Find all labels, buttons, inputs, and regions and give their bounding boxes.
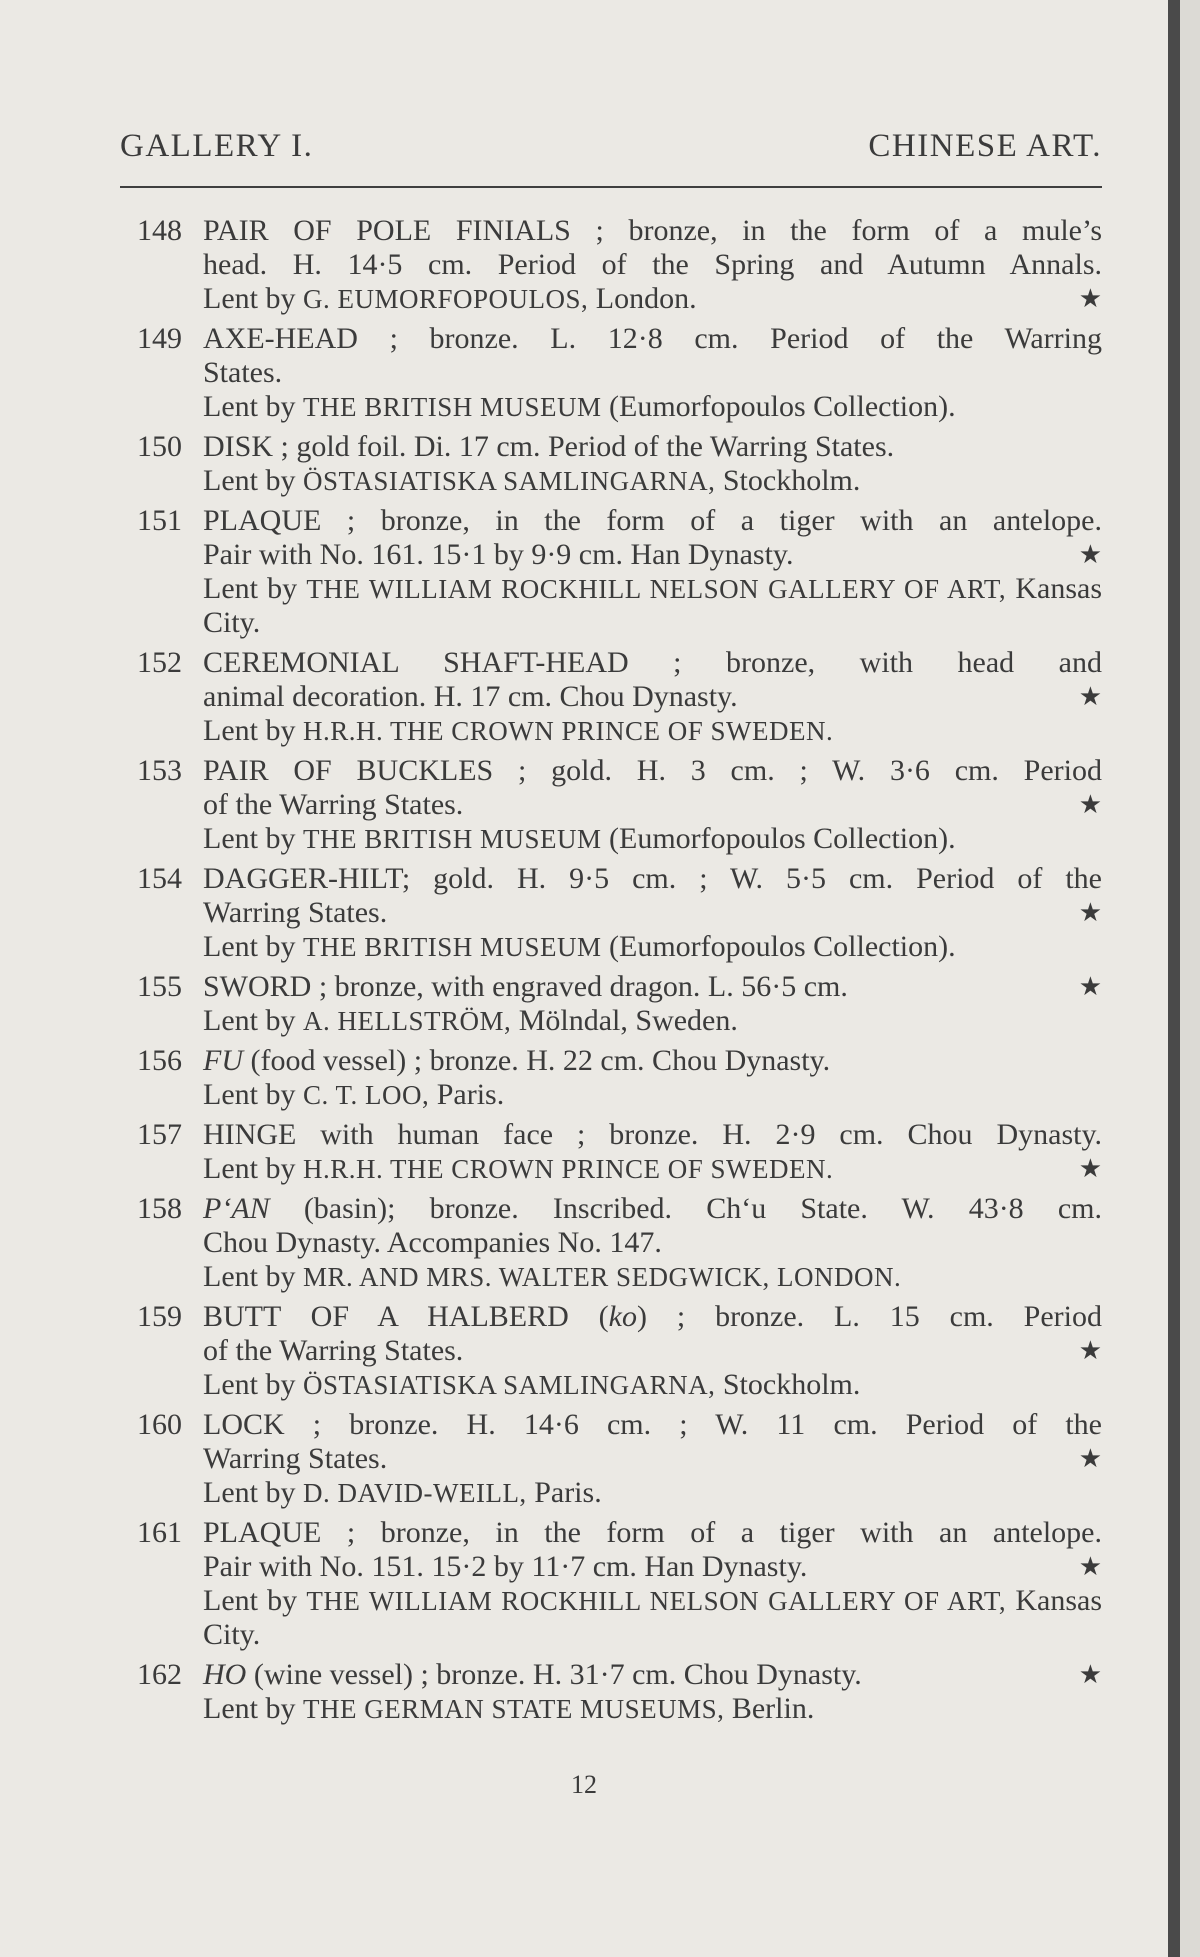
- lender-location: Paris.: [534, 1476, 602, 1509]
- lent-by-prefix: Lent by: [203, 390, 296, 423]
- lender-name: C. T. LOO,: [302, 1080, 430, 1110]
- entry-148: [137, 214, 1102, 316]
- entry-text-line: [203, 1044, 1102, 1078]
- entry-text: of the Warring States.: [203, 788, 464, 821]
- lent-by-prefix: Lent by: [203, 572, 298, 605]
- entry-text-line: AXE-HEAD ; bronze. L. 12·8 cm. Period of the Warring: [203, 322, 1102, 355]
- star-icon: ★: [1078, 1444, 1102, 1474]
- lender-location: Stockholm.: [722, 1368, 861, 1401]
- entry-text-line: PAIR OF BUCKLES ; gold. H. 3 cm. ; W. 3·6 cm. Period: [203, 754, 1102, 787]
- lent-by-line: [203, 464, 1102, 498]
- lent-by-prefix: Lent by: [203, 282, 296, 315]
- entry-list: [137, 214, 1102, 1732]
- lent-by-prefix: Lent by: [203, 1476, 296, 1509]
- lender-name: MR. AND MRS. WALTER SEDGWICK, LONDON.: [302, 1262, 902, 1292]
- lent-by-line: [203, 714, 1102, 748]
- entry-text-line: DAGGER-HILT; gold. H. 9·5 cm. ; W. 5·5 cm. Period of the: [203, 862, 1102, 895]
- entry-152: [137, 646, 1102, 748]
- entry-number: 161: [137, 1516, 182, 1549]
- entry-151: [137, 504, 1102, 640]
- entry-text-line: [203, 538, 1102, 572]
- lender-name: H.R.H. THE CROWN PRINCE OF SWEDEN.: [302, 1154, 834, 1184]
- entry-text-line: CEREMONIAL SHAFT-HEAD ; bronze, with head and: [203, 646, 1102, 679]
- lent-by-line: [203, 1584, 1102, 1618]
- entry-text: animal decoration. H. 17 cm. Chou Dynasty.: [203, 680, 738, 713]
- entry-text: SWORD ; bronze, with engraved dragon. L. 56·5 cm.: [203, 970, 848, 1003]
- lent-by-line: [203, 1078, 1102, 1112]
- entry-154: [137, 862, 1102, 964]
- book-page-edge: [1180, 0, 1200, 1957]
- header-section: CHINESE ART.: [868, 128, 1102, 164]
- entry-text: (basin); bronze. Inscribed. Ch‘u State. W. 43·8 cm.: [269, 1192, 1102, 1225]
- lent-by-prefix: Lent by: [203, 1078, 296, 1111]
- entry-text-line: head. H. 14·5 cm. Period of the Spring and Autumn Annals.: [203, 248, 1102, 281]
- entry-156: [137, 1044, 1102, 1112]
- lent-by-prefix: Lent by: [203, 1368, 296, 1401]
- lent-by-prefix: Lent by: [203, 1152, 296, 1185]
- lent-by-prefix: Lent by: [203, 822, 296, 855]
- entry-text: Warring States.: [203, 896, 388, 929]
- entry-text-line: [203, 1192, 1102, 1226]
- entry-number: 148: [137, 214, 182, 247]
- entry-text-line: HINGE with human face ; bronze. H. 2·9 cm. Chou Dynasty.: [203, 1118, 1102, 1151]
- entry-149: [137, 322, 1102, 424]
- entry-number: 153: [137, 754, 182, 787]
- entry-text-line: [203, 788, 1102, 822]
- lent-by-line: [203, 282, 1102, 316]
- entry-text-line: [203, 970, 1102, 1004]
- entry-157: [137, 1118, 1102, 1186]
- lent-by-prefix: Lent by: [203, 1692, 296, 1725]
- lender-location: (Eumorfopoulos Collection).: [609, 390, 956, 423]
- entry-text: (food vessel) ; bronze. H. 22 cm. Chou Dynasty.: [243, 1044, 831, 1077]
- lender-name: ÖSTASIATISKA SAMLINGARNA,: [302, 466, 716, 496]
- entry-text: ) ; bronze. L. 15 cm. Period: [636, 1300, 1102, 1333]
- lent-by-line: [203, 822, 1102, 856]
- entry-number: 162: [137, 1658, 182, 1691]
- entry-number: 150: [137, 430, 182, 463]
- entry-153: [137, 754, 1102, 856]
- entry-number: 159: [137, 1300, 182, 1333]
- lender-name: THE GERMAN STATE MUSEUMS,: [302, 1694, 725, 1724]
- entry-155: [137, 970, 1102, 1038]
- lent-by-continuation: City.: [203, 606, 261, 639]
- lender-location: Paris.: [436, 1078, 505, 1111]
- entry-text-line: [203, 896, 1102, 930]
- lender-name: THE WILLIAM ROCKHILL NELSON GALLERY OF ART,: [306, 574, 1007, 604]
- entry-number: 158: [137, 1192, 182, 1225]
- entry-text: BUTT OF A HALBERD (: [203, 1300, 609, 1333]
- lent-by-prefix: Lent by: [203, 714, 296, 747]
- entry-number: 157: [137, 1118, 182, 1151]
- entry-161: [137, 1516, 1102, 1652]
- lent-by-line: [203, 1152, 1102, 1186]
- entry-158: [137, 1192, 1102, 1294]
- entry-150: [137, 430, 1102, 498]
- lender-name: D. DAVID-WEILL,: [302, 1478, 527, 1508]
- entry-text-line: States.: [203, 356, 283, 389]
- lender-location: (Eumorfopoulos Collection).: [609, 822, 956, 855]
- lender-name: THE BRITISH MUSEUM: [302, 824, 602, 854]
- entry-160: [137, 1408, 1102, 1510]
- star-icon: ★: [1078, 790, 1102, 820]
- entry-text-line: LOCK ; bronze. H. 14·6 cm. ; W. 11 cm. Period of the: [203, 1408, 1102, 1441]
- lent-by-line: [203, 390, 1102, 424]
- star-icon: ★: [1078, 540, 1102, 570]
- lender-location: (Eumorfopoulos Collection).: [609, 930, 956, 963]
- entry-text-line: [203, 1334, 1102, 1368]
- lender-location: Kansas: [1015, 572, 1102, 605]
- star-icon: ★: [1078, 1552, 1102, 1582]
- entry-text-line: [203, 680, 1102, 714]
- entry-text-line: Chou Dynasty. Accompanies No. 147.: [203, 1226, 662, 1259]
- lender-name: A. HELLSTRÖM,: [302, 1006, 512, 1036]
- star-icon: ★: [1078, 1660, 1102, 1690]
- entry-number: 149: [137, 322, 182, 355]
- lent-by-line: [203, 572, 1102, 606]
- running-head: [120, 128, 1102, 172]
- star-icon: ★: [1078, 972, 1102, 1002]
- entry-159: [137, 1300, 1102, 1402]
- entry-number: 156: [137, 1044, 182, 1077]
- page-number: 12: [571, 1770, 597, 1799]
- star-icon: ★: [1078, 1336, 1102, 1366]
- entry-number: 160: [137, 1408, 182, 1441]
- entry-number: 151: [137, 504, 182, 537]
- entry-162: [137, 1658, 1102, 1726]
- entry-text: (wine vessel) ; bronze. H. 31·7 cm. Chou Dynasty.: [246, 1658, 862, 1691]
- lent-by-prefix: Lent by: [203, 1260, 296, 1293]
- lender-name: THE WILLIAM ROCKHILL NELSON GALLERY OF ART,: [306, 1586, 1007, 1616]
- lender-name: G. EUMORFOPOULOS,: [302, 284, 589, 314]
- lent-by-continuation: City.: [203, 1618, 261, 1651]
- entry-text-line: [203, 1658, 1102, 1692]
- lent-by-line: [203, 1368, 1102, 1402]
- object-term: P‘AN: [203, 1192, 270, 1225]
- entry-text-line: DISK ; gold foil. Di. 17 cm. Period of the Warring States.: [203, 430, 895, 463]
- lender-name: ÖSTASIATISKA SAMLINGARNA,: [302, 1370, 716, 1400]
- lender-name: THE BRITISH MUSEUM: [302, 932, 602, 962]
- lent-by-prefix: Lent by: [203, 1584, 298, 1617]
- lent-by-prefix: Lent by: [203, 930, 296, 963]
- lender-location: Berlin.: [731, 1692, 815, 1725]
- lent-by-line: [203, 1476, 1102, 1510]
- star-icon: ★: [1078, 898, 1102, 928]
- entry-text-line: PLAQUE ; bronze, in the form of a tiger with an antelope.: [203, 504, 1102, 537]
- entry-number: 154: [137, 862, 182, 895]
- lent-by-line: [203, 1004, 1102, 1038]
- entry-text: of the Warring States.: [203, 1334, 464, 1367]
- lent-by-line: [203, 930, 1102, 964]
- entry-text-line: PLAQUE ; bronze, in the form of a tiger with an antelope.: [203, 1516, 1102, 1549]
- entry-number: 155: [137, 970, 182, 1003]
- entry-number: 152: [137, 646, 182, 679]
- lent-by-line: [203, 1692, 1102, 1726]
- object-term: HO: [203, 1658, 247, 1691]
- lender-name: THE BRITISH MUSEUM: [302, 392, 602, 422]
- lender-name: H.R.H. THE CROWN PRINCE OF SWEDEN.: [302, 716, 834, 746]
- entry-text-line: [203, 1550, 1102, 1584]
- entry-text-line: PAIR OF POLE FINIALS ; bronze, in the form of a mule’s: [203, 214, 1102, 247]
- star-icon: ★: [1078, 1154, 1102, 1184]
- lender-location: Stockholm.: [722, 464, 861, 497]
- entry-text-line: [203, 1442, 1102, 1476]
- lender-location: Mölndal, Sweden.: [518, 1004, 738, 1037]
- entry-text: Pair with No. 151. 15·2 by 11·7 cm. Han Dynasty.: [203, 1550, 808, 1583]
- object-term: FU: [203, 1044, 243, 1077]
- lender-location: London.: [595, 282, 697, 315]
- entry-text: Pair with No. 161. 15·1 by 9·9 cm. Han Dynasty.: [203, 538, 794, 571]
- star-icon: ★: [1078, 682, 1102, 712]
- lender-location: Kansas: [1015, 1584, 1102, 1617]
- header-gallery: GALLERY I.: [120, 128, 314, 164]
- header-rule: [120, 186, 1102, 188]
- entry-text: Warring States.: [203, 1442, 388, 1475]
- lent-by-prefix: Lent by: [203, 1004, 296, 1037]
- entry-text-line: [203, 1300, 1102, 1334]
- object-term: ko: [608, 1300, 637, 1333]
- lent-by-line: [203, 1260, 1102, 1294]
- star-icon: ★: [1078, 284, 1102, 314]
- lent-by-prefix: Lent by: [203, 464, 296, 497]
- book-gutter-shadow: [1168, 0, 1180, 1957]
